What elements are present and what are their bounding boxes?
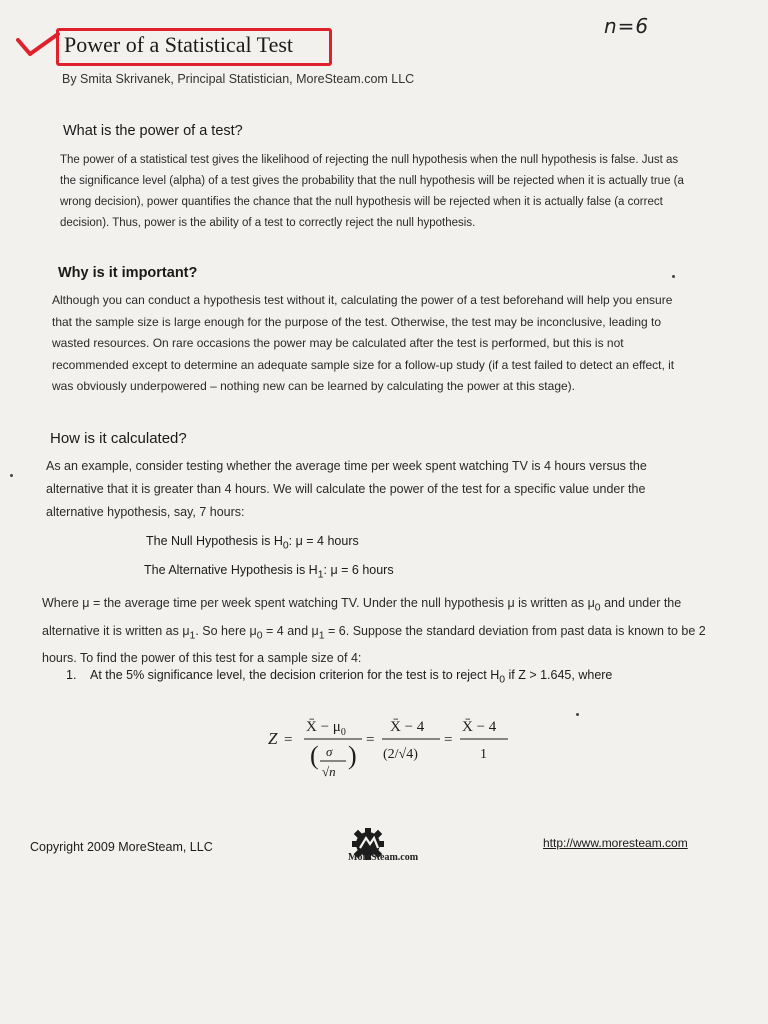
section-body-how: As an example, consider testing whether the average time per week spent watching TV is 4 hours versus the alternative that it is greater than 4 hours. We will calculate the power of the test for a specific value under the alternative hypothesis, say, 7 hours:	[46, 459, 647, 519]
formula-lhs: Z	[268, 729, 278, 748]
scan-speck	[672, 275, 675, 278]
null-hyp-value: : μ = 4 hours	[288, 534, 359, 548]
section-body-why: Although you can conduct a hypothesis test without it, calculating the power of a test beforehand will help you ensure that the sample size is large enough for the purpose of the test. Otherwise, the test may be inconclusive, leading to wasted resources. On rare occasions the power may be calculated after the test is performed, but this is not recommended except to determine an adequate sample size for a follow-up study (if a test failed to detect an effect, it was obviously underpowered – nothing new can be learned by calculating the power at this stage).	[52, 293, 675, 393]
red-check-mark-icon	[14, 30, 60, 58]
formula-num1-sub: 0	[340, 727, 346, 738]
author-byline: By Smita Skrivanek, Principal Statistician, MoreSteam.com LLC	[62, 72, 415, 86]
formula-den3: 1	[480, 747, 487, 762]
null-hyp-text: The Null Hypothesis is H	[146, 534, 283, 548]
footer-copyright: Copyright 2009 MoreSteam, LLC	[30, 840, 213, 854]
formula-num2: X̄ − 4	[390, 719, 425, 735]
step-subscript: 0	[499, 674, 506, 686]
section-body-what: The power of a statistical test gives the likelihood of rejecting the null hypothesis when the null hypothesis is false. Just as the significance level (alpha) of a test gives the probability that the null hypothesis will be rejected when it is actually true (a wrong decision), power quantifies the chance that the null hypothesis will be rejected when it is actually false (a correct decision). Thus, power is the ability of a test to correctly reject the null hypothesis.	[60, 154, 684, 229]
step-number: 1.	[66, 668, 77, 682]
where-text-e: . So here μ	[195, 623, 257, 638]
formula-num1	[306, 719, 346, 738]
alt-hyp-value: : μ = 6 hours	[323, 563, 394, 577]
step-text-a: At the 5% significance level, the decision criterion for the test is to reject H	[90, 668, 500, 682]
handwritten-note: n=6	[604, 14, 650, 38]
alt-hyp-subscript: 1	[317, 569, 324, 581]
mu-subscript-0: 0	[594, 602, 601, 614]
formula-eq-3: =	[444, 732, 453, 748]
list-item-step-1	[66, 668, 612, 686]
where-text-g: = 4 and μ	[262, 623, 319, 638]
where-text-a: Where μ = the average time per week spent watching TV. Under the null hypothesis μ is written as μ	[42, 596, 595, 610]
footer-website-link[interactable]: http://www.moresteam.com	[543, 836, 688, 850]
where-text-c: and under the alternative it is written as μ	[42, 596, 682, 638]
formula-num1-text: X̄ − μ	[306, 719, 341, 735]
alternative-hypothesis	[144, 563, 394, 581]
alt-hyp-text: The Alternative Hypothesis is H	[144, 563, 318, 577]
section-heading-what: What is the power of a test?	[63, 123, 243, 139]
scan-speck	[10, 474, 13, 477]
formula-paren-right: )	[348, 741, 357, 770]
mu-subscript-0b: 0	[256, 630, 263, 641]
formula-den2: (2/√4)	[383, 747, 418, 762]
scan-speck	[576, 713, 579, 716]
section-heading-why: Why is it important?	[58, 265, 198, 281]
mu-subscript-1: 1	[189, 630, 196, 641]
formula-eq-2: =	[366, 732, 375, 748]
step-text-b: if Z > 1.645, where	[505, 668, 613, 682]
formula-eq-1: =	[284, 732, 293, 748]
formula-sqrt-n: √n	[322, 764, 336, 779]
formula-num3: X̄ − 4	[462, 719, 497, 735]
logo-wordmark: MoreSteam.com	[348, 852, 419, 863]
where-text-i: = 6. Suppose the standard deviation from past data is known to be 2 hours. To find the power of this test for a sample size of 4:	[42, 623, 706, 665]
mu-subscript-1b: 1	[318, 630, 325, 641]
formula-sigma: σ	[326, 744, 333, 759]
formula-paren-left: (	[310, 741, 319, 770]
where-paragraph	[42, 592, 707, 669]
section-heading-how: How is it calculated?	[50, 430, 187, 447]
z-statistic-formula	[262, 712, 522, 790]
document-title: Power of a Statistical Test	[64, 32, 294, 57]
null-hyp-subscript: 0	[282, 540, 289, 552]
null-hypothesis	[146, 534, 359, 552]
